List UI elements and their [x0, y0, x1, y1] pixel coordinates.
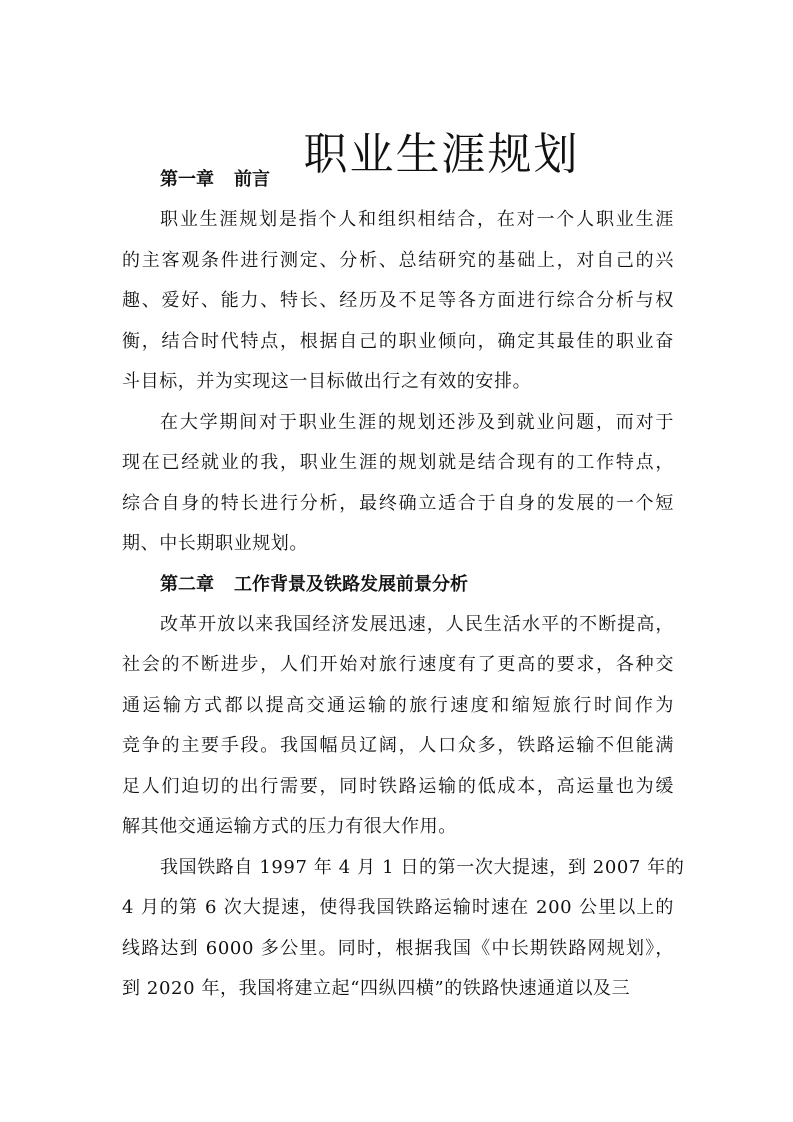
paragraph-line: 趣、爱好、能力、特长、经历及不足等各方面进行综合分析与权: [122, 290, 674, 311]
paragraph-line: 到 2020 年，我国将建立起“四纵四横”的铁路快速通道以及三: [122, 978, 631, 999]
paragraph-line: 期、中长期职业规划。: [122, 533, 308, 554]
paragraph-line: 综合自身的特长进行分析，最终确立适合于自身的发展的一个短: [122, 492, 674, 514]
paragraph-line: 衡，结合时代特点，根据自己的职业倾向，确定其最佳的职业奋: [122, 330, 674, 352]
paragraph-line: 竞争的主要手段。我国幅员辽阔，人口众多，铁路运输不但能满: [122, 735, 674, 756]
paragraph-line: 线路达到 6000 多公里。同时，根据我国《中长期铁路网规划》，: [122, 937, 674, 959]
chapter-title: 前言: [234, 169, 270, 190]
paragraph-line: 斗目标，并为实现这一目标做出行之有效的安排。: [122, 371, 532, 392]
paragraph: [122, 200, 674, 403]
chapter-number: 第二章: [160, 573, 214, 595]
paragraph-line: 解其他交通运输方式的压力有很大作用。: [122, 816, 457, 837]
paragraph: [122, 403, 674, 565]
paragraph-line: 现在已经就业的我，职业生涯的规划就是结合现有的工作特点，: [122, 452, 674, 473]
document-title: 职业生涯规划: [303, 129, 580, 181]
document-body: [122, 160, 685, 1010]
paragraph-line: 我国铁路自 1997 年 4 月 1 日的第一次大提速，到 2007 年的: [160, 856, 685, 878]
chapter-heading: [122, 565, 674, 605]
chapter-title: 工作背景及铁路发展前景分析: [234, 573, 468, 595]
paragraph-line: 在大学期间对于职业生涯的规划还涉及到就业问题，而对于: [160, 411, 674, 433]
paragraph-line: 职业生涯规划是指个人和组织相结合，在对一个人职业生涯: [160, 209, 674, 230]
paragraph: [122, 605, 674, 848]
paragraph-line: 足人们迫切的出行需要，同时铁路运输的低成本，高运量也为缓: [122, 775, 674, 797]
paragraph-line: 通运输方式都以提高交通运输的旅行速度和缩短旅行时间作为: [122, 694, 674, 716]
paragraph-line: 社会的不断进步，人们开始对旅行速度有了更高的要求，各种交: [122, 654, 674, 675]
paragraph: [122, 848, 685, 1010]
paragraph-line: 4 月的第 6 次大提速，使得我国铁路运输时速在 200 公里以上的: [122, 897, 674, 918]
paragraph-line: 改革开放以来我国经济发展迅速，人民生活水平的不断提高，: [160, 613, 674, 635]
chapter-heading: [122, 160, 674, 200]
paragraph-line: 的主客观条件进行测定、分析、总结研究的基础上，对自己的兴: [122, 249, 674, 271]
chapter-number: 第一章: [160, 169, 214, 190]
